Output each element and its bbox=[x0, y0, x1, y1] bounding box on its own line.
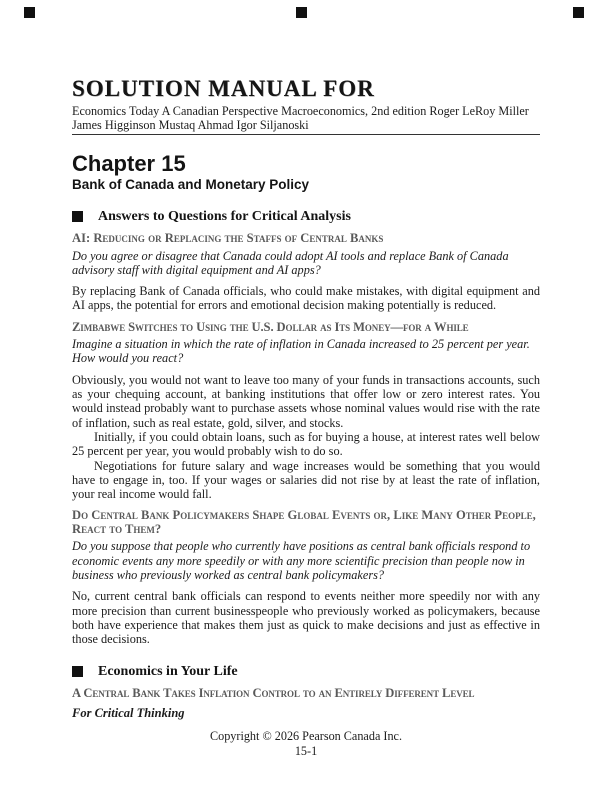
document-subtitle bbox=[72, 104, 540, 132]
question-text: Do you agree or disagree that Canada could adopt AI tools and replace Bank of Canada advisory staff with digital equipment and AI apps? bbox=[72, 248, 509, 277]
section-heading-economics-in-your-life bbox=[72, 664, 540, 679]
document-subtitle-line-1: Economics Today A Canadian Perspective Macroeconomics, 2nd edition Roger LeRoy Miller bbox=[72, 104, 529, 118]
question-text: Imagine a situation in which the rate of inflation in Canada increased to 25 percent per year. How would you react? bbox=[72, 337, 530, 366]
black-square-bullet-icon bbox=[72, 666, 83, 677]
header-rule bbox=[72, 134, 540, 135]
chapter-subtitle: Bank of Canada and Monetary Policy bbox=[72, 177, 310, 192]
black-square-bullet-icon bbox=[72, 211, 83, 222]
question-text: Do you suppose that people who currently have positions as central bank officials respond to economic events any more speedily or with any more scientific precision than people now in business who previously worked as central bank policymakers? bbox=[72, 539, 531, 583]
section-heading-label: Economics in Your Life bbox=[98, 663, 238, 679]
topic-heading-central-bank-policymakers: Do Central Bank Policymakers Shape Global Events or, Like Many Other People, React to Them? bbox=[72, 508, 536, 536]
page-footer bbox=[0, 729, 612, 758]
answer-paragraph: Obviously, you would not want to leave too many of your funds in transactions accounts, such as your chequing account, at banking institutions that offer low or zero interest rates. You would instead probably want to purchase assets whose nominal values would rise with the rate of inflation, such as real estate, gold, silver, and stocks. bbox=[72, 372, 540, 430]
topic-heading-ai-central-banks: AI: Reducing or Replacing the Staffs of Central Banks bbox=[72, 231, 384, 245]
document-subtitle-line-2: James Higginson Mustaq Ahmad Igor Siljanoski bbox=[72, 118, 309, 132]
footer-copyright: Copyright © 2026 Pearson Canada Inc. bbox=[209, 729, 403, 743]
topic-heading-zimbabwe-us-dollar: Zimbabwe Switches to Using the U.S. Dollar as Its Money—for a While bbox=[72, 319, 469, 334]
section-heading-critical-analysis bbox=[72, 209, 540, 224]
black-square-mark-icon bbox=[573, 7, 584, 18]
answer-paragraph: No, current central bank officials can respond to events neither more speedily nor with any more precision than current businesspeople who previously worked as policymakers, because both have experience that makes them just as quick to make decisions and just as effective in those decisions. bbox=[72, 589, 540, 647]
section-heading-label: Answers to Questions for Critical Analysis bbox=[98, 209, 351, 224]
answer-paragraph: Initially, if you could obtain loans, such as for buying a house, at interest rates well below 25 percent per year, you would probably wish to do so. bbox=[72, 429, 540, 459]
for-critical-thinking-label: For Critical Thinking bbox=[72, 706, 185, 721]
answer-paragraph: By replacing Bank of Canada officials, who could make mistakes, with digital equipment and AI apps, the potential for errors and emotional decision making potentially is reduced. bbox=[72, 284, 540, 313]
document-title: SOLUTION MANUAL FOR bbox=[72, 76, 375, 101]
answer-paragraph: Negotiations for future salary and wage increases would be something that you would have to engage in, too. If your wages or salaries did not rise by at least the rate of inflation, your real income would fall. bbox=[72, 458, 540, 502]
footer-page-number: 15-1 bbox=[294, 743, 318, 758]
chapter-title: Chapter 15 bbox=[72, 151, 186, 176]
topic-heading-inflation-control: A Central Bank Takes Inflation Control to an Entirely Different Level bbox=[72, 685, 475, 700]
page-content bbox=[72, 0, 540, 720]
black-square-mark-icon bbox=[24, 7, 35, 18]
